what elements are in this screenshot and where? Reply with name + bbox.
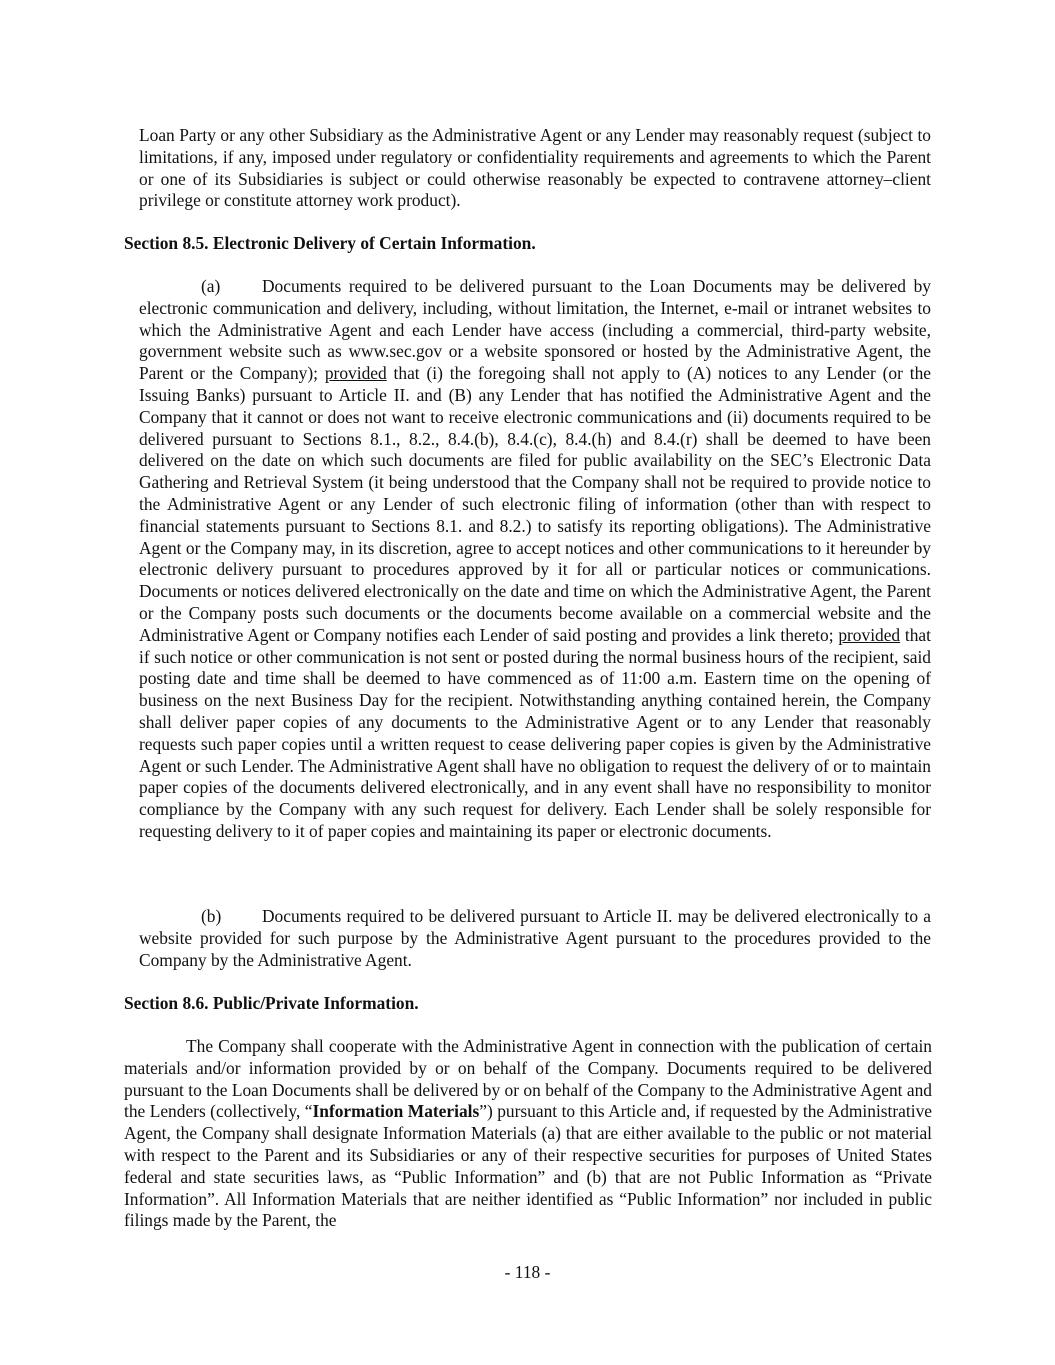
section-8-6-paragraph (124, 1036, 932, 1232)
provided-term-2: provided (838, 624, 901, 645)
section-8-6-heading: Section 8.6. Public/Private Information. (124, 993, 419, 1013)
intro-paragraph (139, 125, 931, 212)
paragraph-b-label: (b) (201, 906, 222, 926)
section-8-6-text-1: The Company shall cooperate with the Administrative Agent in connection with the publication of certain materials and/or information provided by or on behalf of the Company. Documents required to be delivered pursuant to the Loan Documents shall be delivered by or on behalf of the Company to the Administrative Agent and the Lenders (collectively, “ (124, 1036, 932, 1122)
section-8-6-text-2: ”) pursuant to this Article and, if requested by the Administrative Agent, the Company shall designate Information Materials (a) that are either available to the public or not material with respect to the Parent and its Subsidiaries or any of their respective securities for purposes of United States federal and state securities laws, as “Public Information” and (b) that are not Public Information as “Private Information”. All Information Materials that are neither identified as “Public Information” nor included in public filings made by the Parent, the (124, 1101, 932, 1231)
provided-term-1: provided (324, 363, 387, 384)
section-8-5-paragraph-b (139, 906, 931, 971)
information-materials-term: Information Materials (312, 1101, 480, 1122)
section-8-5-heading: Section 8.5. Electronic Delivery of Certain Information. (124, 233, 536, 253)
paragraph-a-text-3: that if such notice or other communication is not sent or posted during the normal business hours of the recipient, said posting date and time shall be deemed to have commenced as of 11:00 a.m. Eastern time on the opening of business on the next Business Day for the recipient. Notwithstanding anything contained herein, the Company shall deliver paper copies of any documents to the Administrative Agent or to any Lender that reasonably requests such paper copies until a written request to cease delivering paper copies is given by the Administrative Agent or such Lender. The Administrative Agent shall have no obligation to request the delivery of or to maintain paper copies of the documents delivered electronically, and in any event shall have no responsibility to monitor compliance by the Company with any such request for delivery. Each Lender shall be solely responsible for requesting delivery to it of paper copies and maintaining its paper or electronic documents. (139, 624, 931, 841)
page-number: - 118 - (504, 1262, 551, 1282)
paragraph-a-text-2: that (i) the foregoing shall not apply to (A) notices to any Lender (or the Issuing Banks) pursuant to Article II. and (B) any Lender that has notified the Administrative Agent and the Company that it cannot or does not want to receive electronic communications and (ii) documents required to be delivered pursuant to Sections 8.1., 8.2., 8.4.(b), 8.4.(c), 8.4.(h) and 8.4.(r) shall be deemed to have been delivered on the date on which such documents are filed for public availability on the SEC’s Electronic Data Gathering and Retrieval System (it being understood that the Company shall not be required to provide notice to the Administrative Agent or any Lender of such electronic filing of information (other than with respect to financial statements pursuant to Sections 8.1. and 8.2.) to satisfy its reporting obligations). The Administrative Agent or the Company may, in its discretion, agree to accept notices and other communications to it hereunder by electronic delivery pursuant to procedures approved by it for all or particular notices or communications. Documents or notices delivered electronically on the date and time on which the Administrative Agent, the Parent or the Company posts such documents or the documents become available on a commercial website and the Administrative Agent or Company notifies each Lender of said posting and provides a link thereto; (139, 363, 931, 645)
paragraph-b-text: Documents required to be delivered pursuant to Article II. may be delivered electronically to a website provided for such purpose by the Administrative Agent pursuant to the procedures provided to the Company by the Administrative Agent. (139, 906, 931, 970)
intro-paragraph-text: Loan Party or any other Subsidiary as the Administrative Agent or any Lender may reasonably request (subject to limitations, if any, imposed under regulatory or confidentiality requirements and agreements to which the Parent or one of its Subsidiaries is subject or could otherwise reasonably be expected to contravene attorney–client privilege or constitute attorney work product). (139, 125, 931, 211)
paragraph-a-label: (a) (201, 276, 221, 296)
section-8-5-paragraph-a (139, 276, 931, 843)
paragraph-a-text-1: Documents required to be delivered pursuant to the Loan Documents may be delivered by electronic communication and delivery, including, without limitation, the Internet, e-mail or intranet websites to which the Administrative Agent and each Lender have access (including a commercial, third-party website, government website such as www.sec.gov or a website sponsored or hosted by the Administrative Agent, the Parent or the Company); (139, 276, 931, 384)
